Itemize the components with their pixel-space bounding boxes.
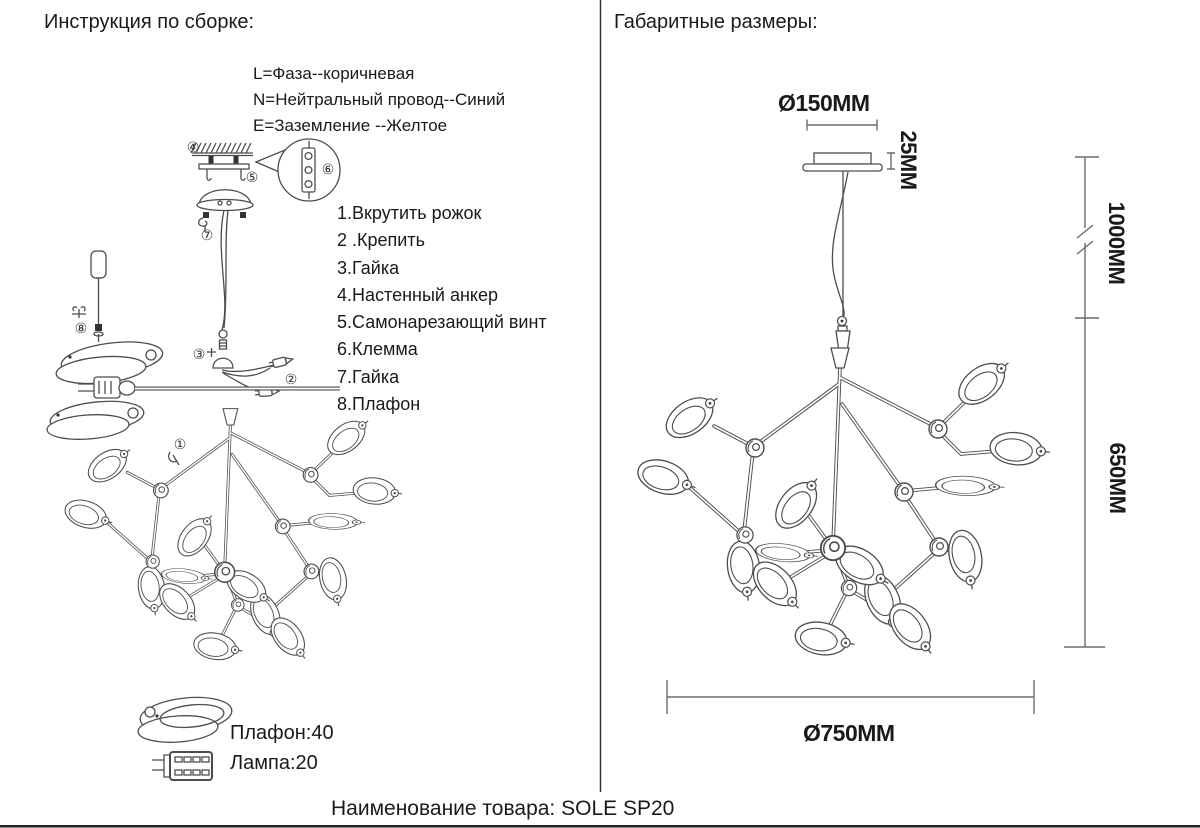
parts-list bbox=[337, 200, 547, 418]
callout-1: ① bbox=[173, 437, 187, 453]
bottom-rule bbox=[0, 825, 1200, 828]
body-height-label: 650MM bbox=[1105, 442, 1130, 514]
parts-list-item: 8.Плафон bbox=[337, 394, 421, 415]
canopy-diameter-label: Ø150MM bbox=[778, 90, 870, 116]
left-panel-title: Инструкция по сборке: bbox=[44, 11, 255, 33]
parts-list-item: 3.Гайка bbox=[337, 257, 400, 278]
right-panel-title: Габаритные размеры: bbox=[614, 11, 818, 33]
parts-list-item: 6.Клемма bbox=[337, 339, 418, 360]
callout-5: ⑤ bbox=[245, 170, 259, 186]
leaf-shade-exploded-b bbox=[46, 397, 145, 442]
parts-list-item: 4.Настенный анкер bbox=[337, 284, 498, 305]
parts-list-item: 1.Вкрутить рожок bbox=[337, 203, 482, 223]
parts-list-item: 5.Самонарезающий винт bbox=[337, 312, 547, 333]
parts-list-item: 7.Гайка bbox=[337, 366, 400, 387]
parts-list-item: 2 .Крепить bbox=[337, 230, 425, 251]
chandelier-body-right bbox=[633, 348, 1051, 663]
callout-4: ④ bbox=[186, 140, 200, 156]
g4-bulb-rod-icon bbox=[78, 377, 340, 398]
shade-count-label: Плафон:40 bbox=[230, 722, 334, 744]
body-diameter-label: Ø750MM bbox=[803, 720, 895, 746]
chandelier-body-left bbox=[61, 409, 403, 667]
product-name-label: Наименование товара: SOLE SP20 bbox=[331, 797, 675, 820]
callout-6: ⑥ bbox=[321, 162, 335, 178]
callout-7: ⑦ bbox=[200, 228, 214, 244]
lamp-count-label: Лампа:20 bbox=[230, 752, 318, 774]
leaf-shade-icon bbox=[137, 693, 233, 744]
wiring-line-neutral: N=Нейтральный провод--Синий bbox=[253, 90, 506, 109]
suspension-length-label: 1000MM bbox=[1104, 201, 1129, 285]
wiring-line-phase: L=Фаза--коричневая bbox=[253, 64, 415, 83]
callout-2: ② bbox=[284, 372, 298, 388]
wiring-legend bbox=[253, 61, 505, 139]
wiring-line-ground: E=Заземление --Желтое bbox=[253, 116, 448, 135]
canopy-height-label: 25MM bbox=[896, 130, 921, 190]
callout-8: ⑧ bbox=[74, 321, 88, 337]
screwdriver-icon bbox=[91, 251, 106, 278]
dimension-diagram bbox=[633, 120, 1105, 715]
g4-lamp-icon bbox=[152, 752, 212, 780]
callout-3: ③ bbox=[192, 347, 206, 363]
